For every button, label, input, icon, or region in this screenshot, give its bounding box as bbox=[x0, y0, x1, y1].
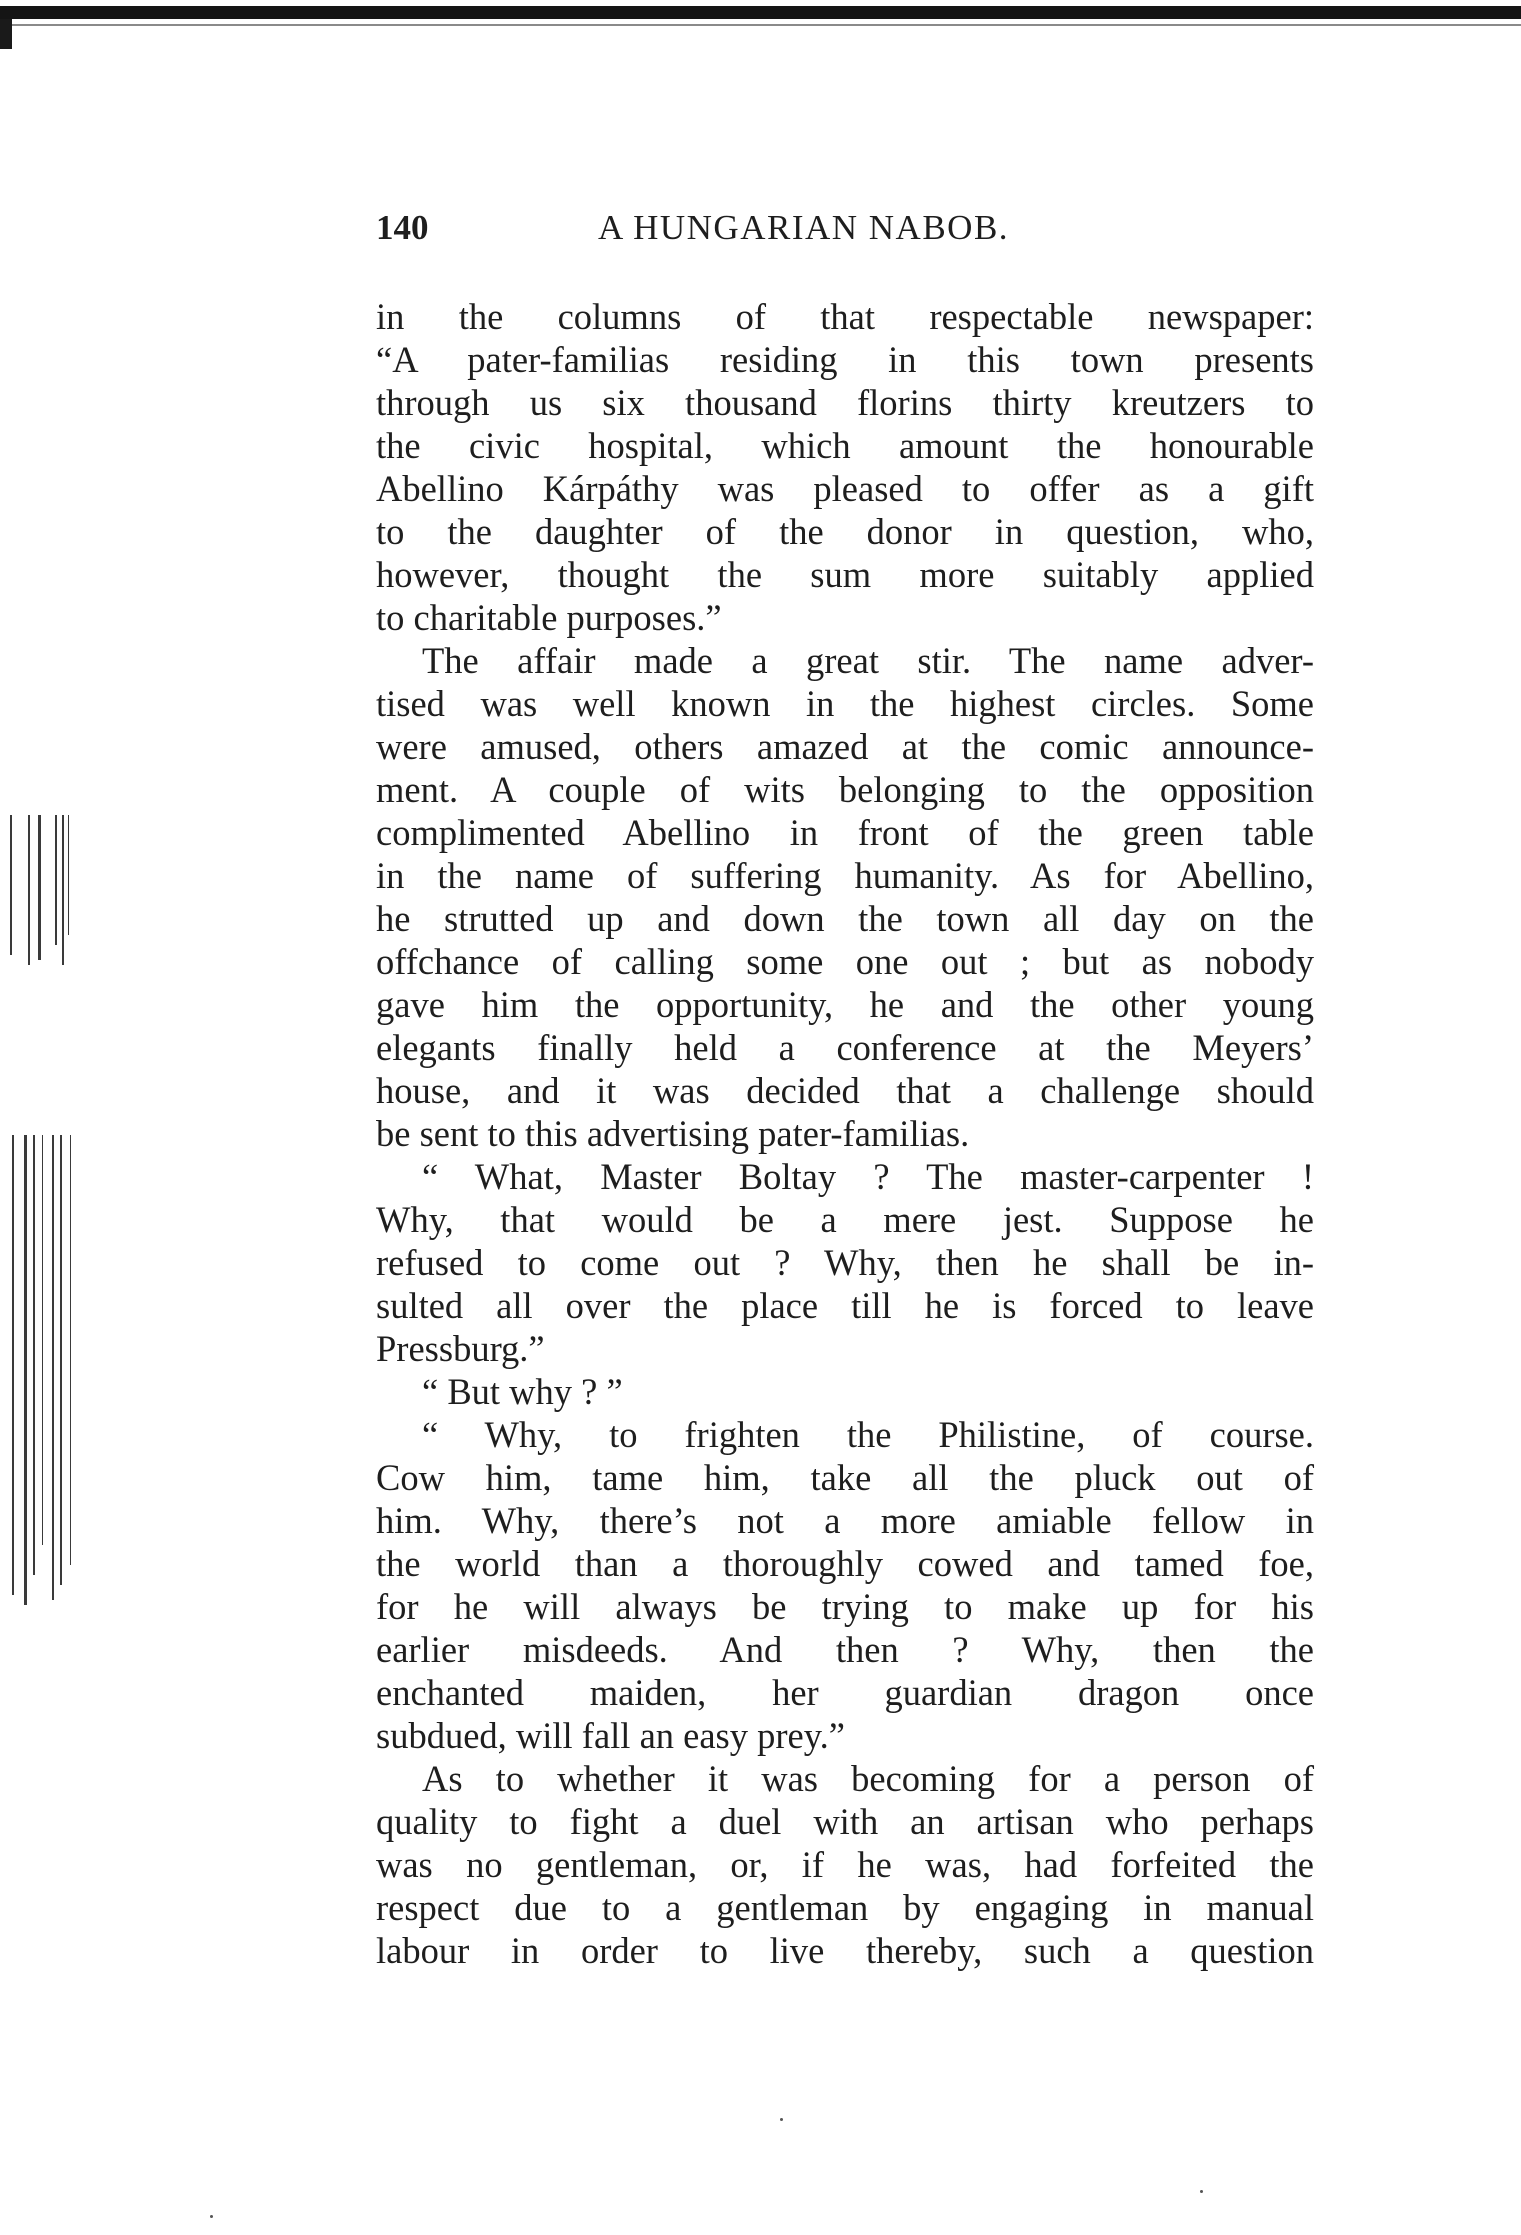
text-line: “ Why, to frighten the Philistine, of course. bbox=[422, 1414, 1314, 1455]
text-line: gave him the opportunity, he and the other young bbox=[376, 984, 1314, 1025]
text-line: to charitable purposes.” bbox=[376, 597, 722, 638]
text-line: elegants finally held a conference at the Meyers’ bbox=[376, 1027, 1314, 1068]
text-line: labour in order to live thereby, such a question bbox=[376, 1930, 1314, 1971]
text-line: respect due to a gentleman by engaging in manual bbox=[376, 1887, 1314, 1928]
text-line: “A pater-familias residing in this town presents bbox=[376, 339, 1314, 380]
text-line: be sent to this advertising pater-familias. bbox=[376, 1113, 970, 1154]
text-line: enchanted maiden, her guardian dragon once bbox=[376, 1672, 1314, 1713]
text-line: quality to fight a duel with an artisan who perhaps bbox=[376, 1801, 1314, 1842]
text-line: in the name of suffering humanity. As for Abellino, bbox=[376, 855, 1314, 896]
text-line: for he will always be trying to make up for his bbox=[376, 1586, 1314, 1627]
running-head bbox=[376, 208, 1314, 258]
text-line: in the columns of that respectable newspaper: bbox=[376, 296, 1314, 337]
text-line: him. Why, there’s not a more amiable fellow in bbox=[376, 1500, 1314, 1541]
text-line: tised was well known in the highest circles. Some bbox=[376, 683, 1314, 724]
text-line: complimented Abellino in front of the green table bbox=[376, 812, 1314, 853]
text-line: “ What, Master Boltay ? The master-carpenter ! bbox=[422, 1156, 1314, 1197]
text-line: earlier misdeeds. And then ? Why, then the bbox=[376, 1629, 1314, 1670]
text-line: to the daughter of the donor in question, who, bbox=[376, 511, 1314, 552]
running-title: A HUNGARIAN NABOB. bbox=[598, 208, 1010, 247]
text-line: Pressburg.” bbox=[376, 1328, 545, 1369]
text-line: he strutted up and down the town all day on the bbox=[376, 898, 1314, 939]
text-line: subdued, will fall an easy prey.” bbox=[376, 1715, 845, 1756]
text-line: ment. A couple of wits belonging to the opposition bbox=[376, 769, 1314, 810]
text-line: house, and it was decided that a challenge should bbox=[376, 1070, 1314, 1111]
text-line: refused to come out ? Why, then he shall be in- bbox=[376, 1242, 1314, 1283]
text-line: through us six thousand florins thirty kreutzers to bbox=[376, 382, 1314, 423]
text-line: The affair made a great stir. The name adver- bbox=[422, 640, 1314, 681]
text-line: was no gentleman, or, if he was, had forfeited the bbox=[376, 1844, 1314, 1885]
text-line: “ But why ? ” bbox=[422, 1371, 623, 1412]
text-line: Abellino Kárpáthy was pleased to offer as a gift bbox=[376, 468, 1314, 509]
text-line: As to whether it was becoming for a person of bbox=[422, 1758, 1314, 1799]
text-line: the civic hospital, which amount the honourable bbox=[376, 425, 1314, 466]
text-line: sulted all over the place till he is forced to leave bbox=[376, 1285, 1314, 1326]
body-text bbox=[376, 295, 1314, 1972]
text-line: offchance of calling some one out ; but as nobody bbox=[376, 941, 1314, 982]
text-line: were amused, others amazed at the comic announce- bbox=[376, 726, 1314, 767]
text-line: Why, that would be a mere jest. Suppose he bbox=[376, 1199, 1314, 1240]
text-line: Cow him, tame him, take all the pluck out of bbox=[376, 1457, 1314, 1498]
text-line: the world than a thoroughly cowed and tamed foe, bbox=[376, 1543, 1314, 1584]
text-line: however, thought the sum more suitably applied bbox=[376, 554, 1314, 595]
page-number: 140 bbox=[376, 208, 429, 247]
